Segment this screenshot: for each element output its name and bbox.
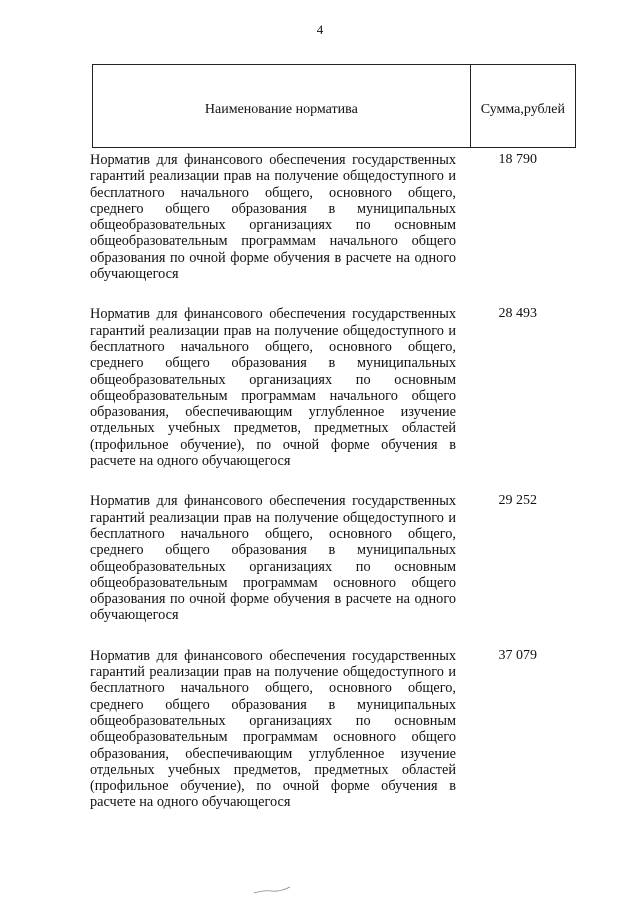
column-header-sum-line1: Сумма, — [480, 101, 524, 117]
table-header — [92, 64, 576, 148]
column-header-sum — [471, 65, 575, 147]
table-body — [90, 152, 590, 835]
table-row — [90, 648, 590, 811]
normative-sum: 28 493 — [498, 306, 537, 322]
normative-name: Норматив для финансового обеспечения государственных гарантий реализации прав на получение общедоступного и бесплатного начального общего, основного общего, среднего общего образования в муниципальных общеобразовательных организациях по основным общеобразовательным программам начального общего образования, обеспечивающим углубленное изучение отдельных учебных предметов, предметных областей (профильное обучение), по очной форме обучения в расчете на одного обучающегося — [90, 306, 456, 470]
normative-name: Норматив для финансового обеспечения государственных гарантий реализации прав на получение общедоступного и бесплатного начального общего, основного общего, среднего общего образования в муниципальных общеобразовательных организациях по основным общеобразовательным программам начального общего образования по очной форме обучения в расчете на одного обучающегося — [90, 152, 456, 283]
table-row — [90, 306, 590, 469]
table-row — [90, 152, 590, 282]
normative-name: Норматив для финансового обеспечения государственных гарантий реализации прав на получение общедоступного и бесплатного начального общего, основного общего, среднего общего образования в муниципальных общеобразовательных организациях по основным общеобразовательным программам основного общего образования по очной форме обучения в расчете на одного обучающегося — [90, 493, 456, 624]
column-header-name: Наименование норматива — [93, 65, 471, 147]
normative-sum: 18 790 — [498, 152, 537, 167]
normative-sum: 37 079 — [498, 647, 537, 663]
normative-name: Норматив для финансового обеспечения государственных гарантий реализации прав на получение общедоступного и бесплатного начального общего, основного общего, среднего общего образования в муниципальных общеобразовательных организациях по основным общеобразовательным программам основного общего образования, обеспечивающим углубленное изучение отдельных учебных предметов, предметных областей (профильное обучение), по очной форме обучения в расчете на одного обучающегося — [90, 647, 456, 811]
scan-mark — [252, 884, 292, 896]
normative-sum: 29 252 — [498, 493, 537, 509]
page-number: 4 — [316, 22, 324, 37]
column-header-sum-line2: рублей — [523, 101, 565, 117]
table-row — [90, 493, 590, 623]
